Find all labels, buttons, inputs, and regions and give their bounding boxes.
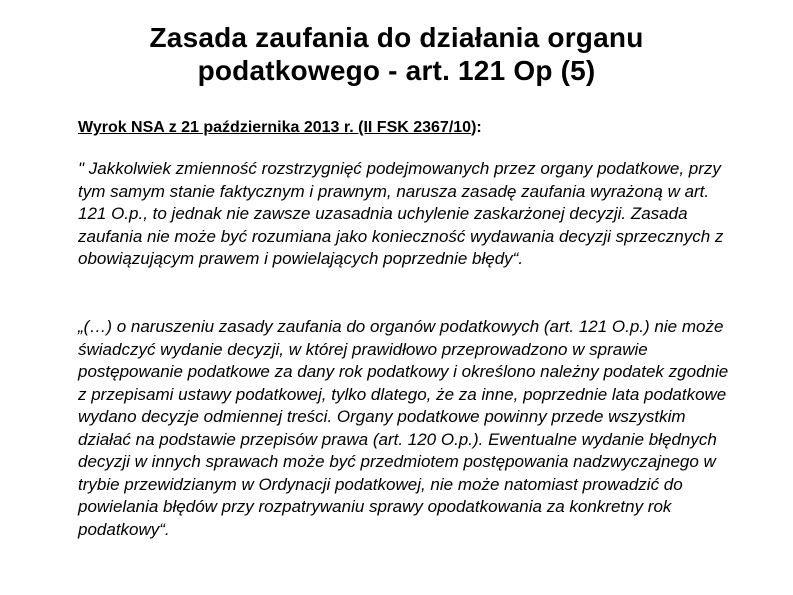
slide-title-line-1: Zasada zaufania do działania organu bbox=[149, 22, 644, 53]
case-citation bbox=[78, 118, 753, 138]
case-citation-underlined-text: Wyrok NSA z 21 października 2013 r. (II FSK 2367/10 bbox=[78, 119, 472, 136]
quote-paragraph-2: „(…) o naruszeniu zasady zaufania do organów podatkowych (art. 121 O.p.) nie może świadczyć wydanie decyzji, w której prawidłowo przeprowadzono w sprawie postępowanie podatkowe za dany rok podatkowy i określono należny podatek zgodnie z przepisami ustawy podatkowej, tylko dlatego, że za inne, poprzednie lata podatkowe wydano decyzje odmiennej treści. Organy podatkowe powinny przede wszystkim działać na podstawie przepisów prawa (art. 120 O.p.). Ewentualne wydanie błędnych decyzji w innych sprawach może być przedmiotem postępowania nadzwyczajnego w trybie przewidzianym w Ordynacji podatkowej, nie może natomiast prowadzić do powielania błędów przy rozpatrywaniu sprawy opodatkowania za konkretny rok podatkowy“. bbox=[78, 317, 729, 539]
case-citation-suffix: ): bbox=[471, 119, 482, 136]
slide-title bbox=[40, 21, 753, 87]
quote-paragraph-1: " Jakkolwiek zmienność rozstrzygnięć podejmowanych przez organy podatkowe, przy tym samym stanie faktycznym i prawnym, narusza zasadę zaufania wyrażoną w art. 121 O.p., to jednak nie zawsze uzasadnia uchylenie zaskarżonej decyzji. Zasada zaufania nie może być rozumiana jako konieczność wydawania decyzji sprzecznych z obowiązującym prawem i powielających poprzednie błędy“. bbox=[78, 159, 724, 268]
slide-title-line-2: podatkowego - art. 121 Op (5) bbox=[197, 55, 596, 86]
